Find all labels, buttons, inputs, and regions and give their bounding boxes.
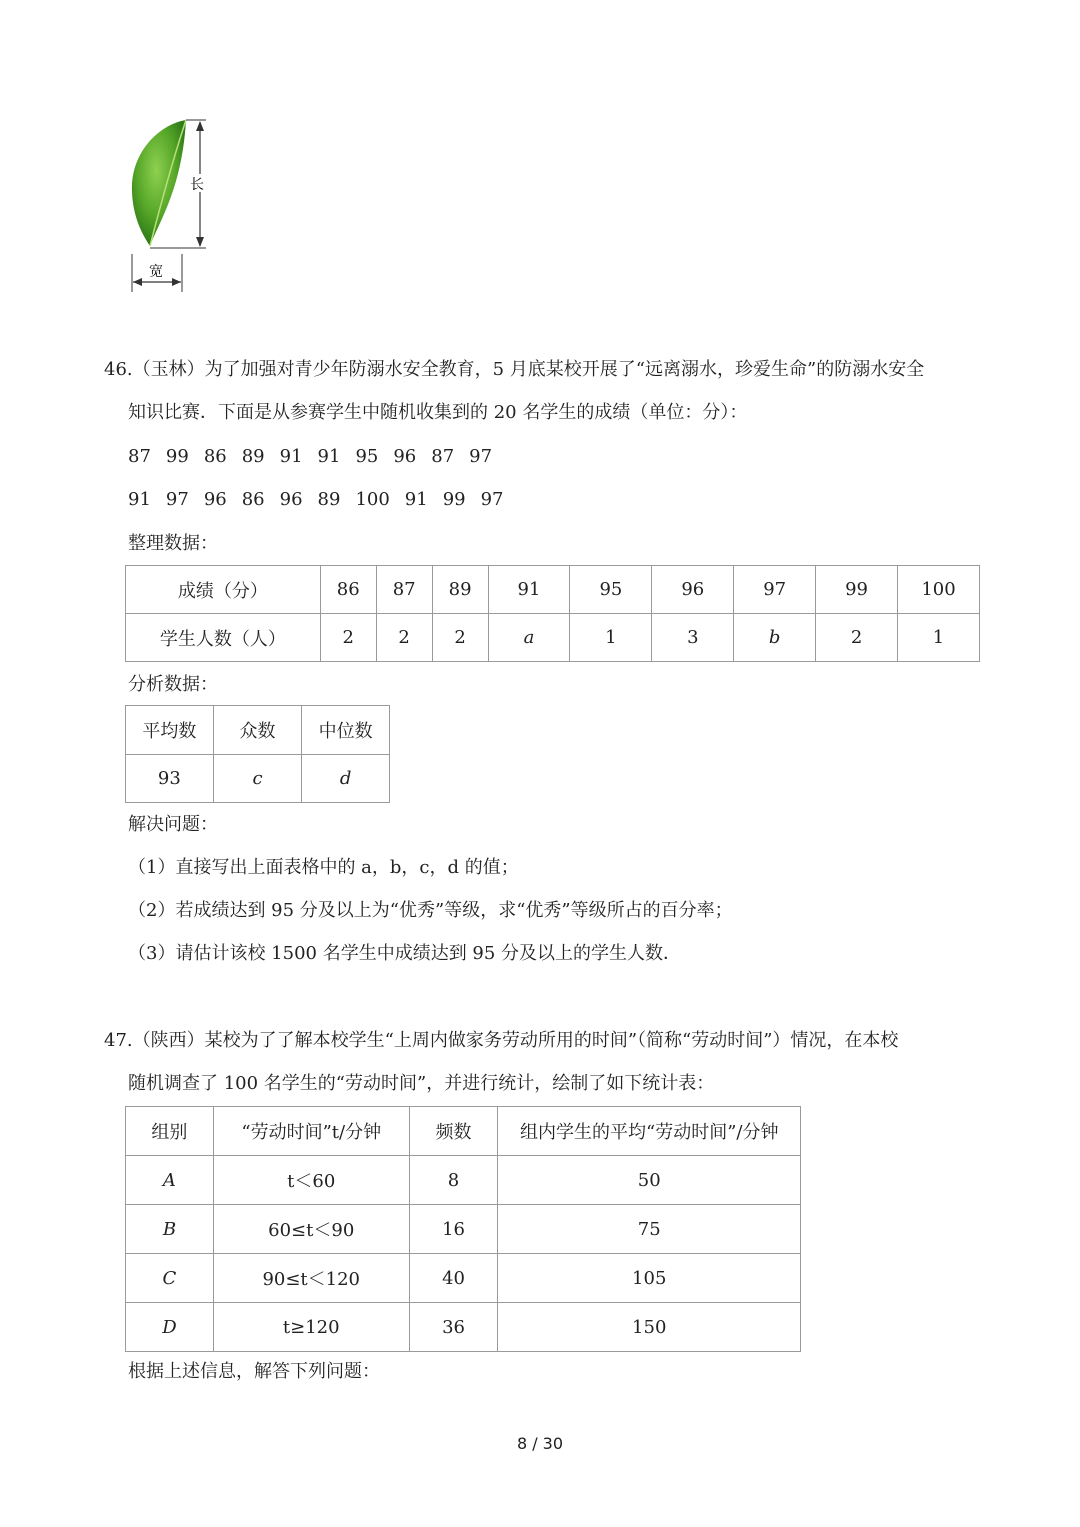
q47-footer-text: 根据上述信息，解答下列问题： [128,1361,380,1382]
length-label: 长 [190,177,204,193]
frequency-table [125,565,980,662]
q46-stem-line2: 知识比赛．下面是从参赛学生中随机收集到的 20 名学生的成绩（单位：分）： [128,402,748,423]
freq-table-row: 学生人数（人） 2 2 2 a 1 3 b 2 1 [126,614,980,662]
freq-table-row: 成绩（分） 86 87 89 91 95 96 97 99 100 [126,566,980,614]
question-2: （2）若成绩达到 95 分及以上为“优秀”等级，求“优秀”等级所占的百分率； [128,900,733,921]
scores-row-1: 87 99 86 89 91 91 95 96 87 97 [128,446,493,467]
question-1: （1）直接写出上面表格中的 a，b，c，d 的值； [128,857,519,878]
table-row: C 90≤t＜120 40 105 [126,1254,801,1303]
organize-label: 整理数据： [128,533,218,554]
table-row: 组别 “劳动时间”t/分钟 频数 组内学生的平均“劳动时间”/分钟 [126,1107,801,1156]
q46-stem-line1: 46.（玉林）为了加强对青少年防溺水安全教育，5 月底某校开展了“远离溺水，珍爱生命”的防溺水安全 [104,359,925,380]
page-number: 8 / 30 [516,1434,564,1453]
question-3: （3）请估计该校 1500 名学生中成绩达到 95 分及以上的学生人数． [128,943,682,964]
table-row: B 60≤t＜90 16 75 [126,1205,801,1254]
width-label: 宽 [149,264,163,280]
analyze-label: 分析数据： [128,674,218,695]
leaf-shape [132,120,186,246]
table-row: D t≥120 36 150 [126,1303,801,1352]
stats-table: 平均数 众数 中位数 93 c d [125,705,390,803]
solve-label: 解决问题： [128,814,218,835]
table-row: A t＜60 8 50 [126,1156,801,1205]
q47-stem-line2: 随机调查了 100 名学生的“劳动时间”，并进行统计，绘制了如下统计表： [128,1073,715,1094]
q47-stem-line1: 47.（陕西）某校为了了解本校学生“上周内做家务劳动所用的时间”（简称“劳动时间”）情况，在本校 [104,1030,899,1051]
leaf-figure [120,112,220,298]
labor-time-table [125,1106,801,1352]
scores-row-2: 91 97 96 86 96 89 100 91 99 97 [128,489,504,510]
